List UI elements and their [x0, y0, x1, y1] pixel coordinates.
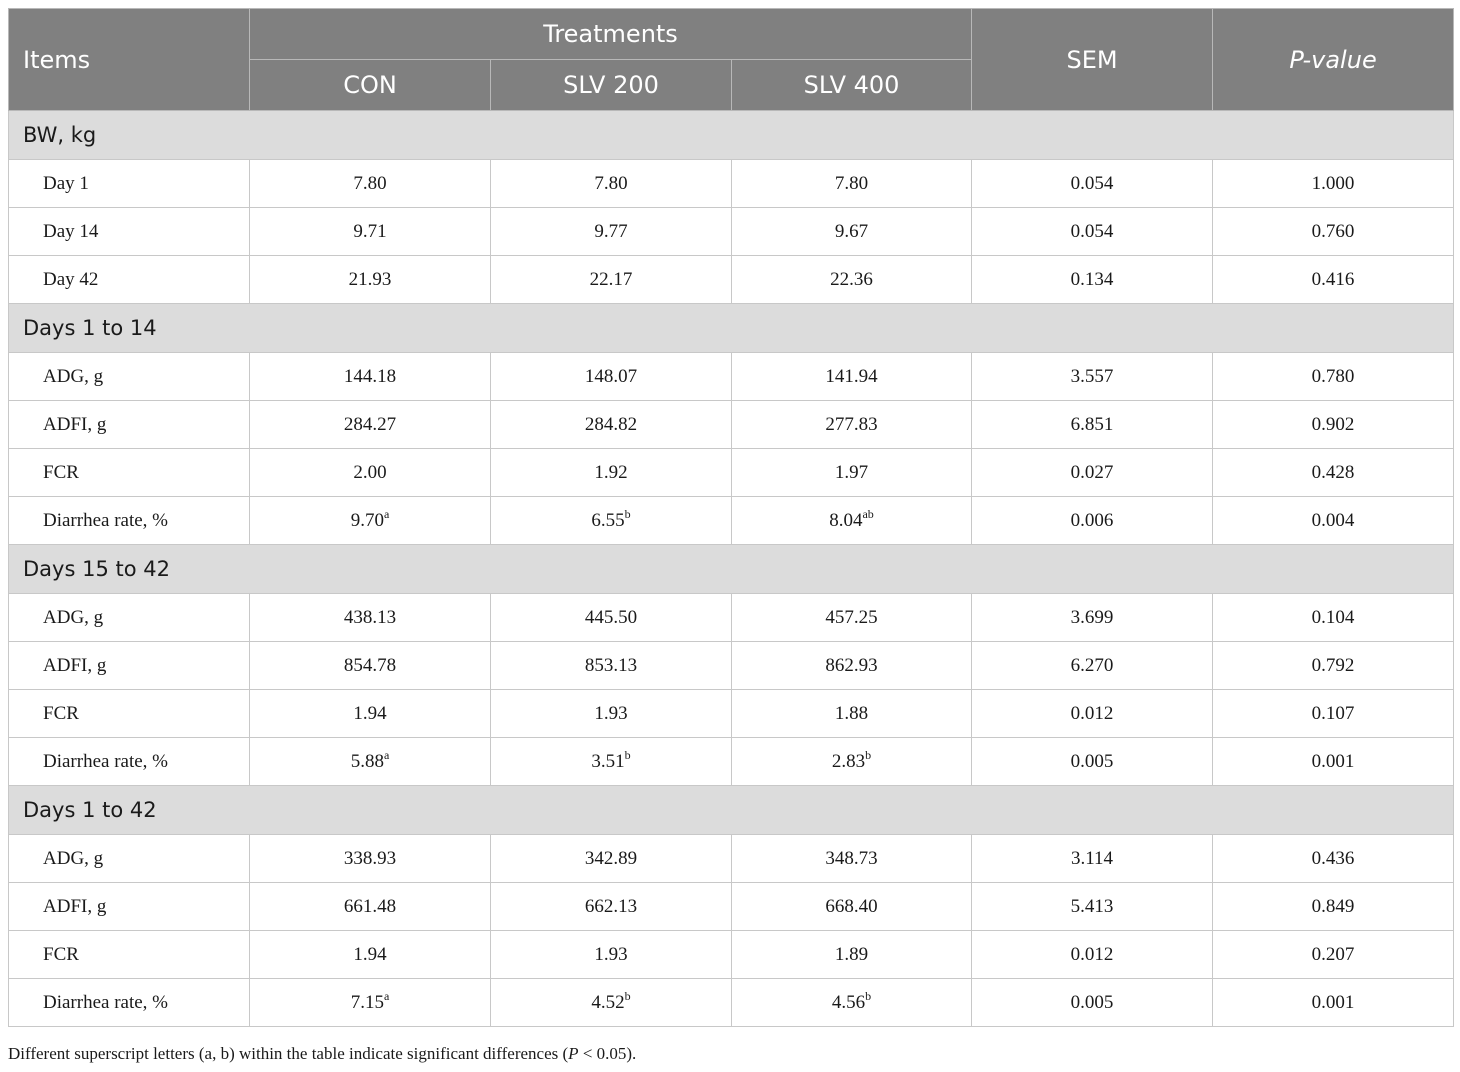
- treatment-value-cell: [250, 979, 491, 1027]
- treatment-value-cell: [732, 883, 972, 931]
- treatment-value: 457.25: [825, 606, 878, 628]
- treatment-value: 21.93: [348, 268, 392, 290]
- treatment-value-cell: [250, 931, 491, 979]
- treatment-value: 854.78: [343, 654, 397, 676]
- treatment-value: 9.71: [353, 220, 387, 242]
- p-value: 1.000: [1213, 160, 1454, 208]
- treatment-value-cell: [250, 690, 491, 738]
- treatment-value-cell: [491, 160, 732, 208]
- treatment-value: 1.94: [353, 943, 387, 965]
- section-title: BW, kg: [9, 111, 1454, 160]
- row-label: FCR: [9, 449, 250, 497]
- treatment-value: 661.48: [343, 895, 397, 917]
- section-title: Days 1 to 14: [9, 304, 1454, 353]
- table-row: [9, 835, 1454, 883]
- treatment-value-cell: [250, 497, 491, 545]
- table-row: [9, 883, 1454, 931]
- table-row: [9, 690, 1454, 738]
- treatment-value-cell: [732, 979, 972, 1027]
- treatment-value-cell: [732, 208, 972, 256]
- treatment-value-cell: [732, 256, 972, 304]
- treatment-value: 1.97: [834, 461, 869, 483]
- treatment-value: 1.94: [353, 702, 387, 724]
- treatment-value: 9.70: [350, 509, 384, 531]
- treatment-value-cell: [491, 449, 732, 497]
- row-label: Day 1: [9, 160, 250, 208]
- treatment-value: 1.93: [594, 702, 628, 724]
- treatment-value: 7.80: [353, 172, 387, 194]
- treatment-value: 9.67: [834, 220, 869, 242]
- table-row: [9, 353, 1454, 401]
- treatment-value-cell: [491, 401, 732, 449]
- treatment-value: 438.13: [343, 606, 397, 628]
- row-label: ADG, g: [9, 353, 250, 401]
- treatment-value: 284.82: [584, 413, 638, 435]
- sem-value: 0.027: [972, 449, 1213, 497]
- treatment-value-cell: [732, 931, 972, 979]
- treatment-value-cell: [250, 642, 491, 690]
- sem-value: 0.005: [972, 979, 1213, 1027]
- treatment-value-cell: [250, 256, 491, 304]
- treatment-value: 5.88: [350, 750, 384, 772]
- treatment-value: 1.92: [594, 461, 628, 483]
- row-label: Day 14: [9, 208, 250, 256]
- treatment-value-cell: [732, 690, 972, 738]
- treatment-value-cell: [732, 835, 972, 883]
- footnote-text-end: < 0.05).: [578, 1044, 637, 1063]
- significance-letter: ab: [862, 506, 874, 521]
- row-label: ADFI, g: [9, 401, 250, 449]
- p-value: 0.107: [1213, 690, 1454, 738]
- treatment-value: 668.40: [825, 895, 878, 917]
- header-sem: SEM: [972, 9, 1213, 111]
- table-row: [9, 642, 1454, 690]
- treatment-value: 1.88: [834, 702, 869, 724]
- treatment-value: 4.52: [591, 991, 625, 1013]
- significance-letter: b: [865, 747, 872, 762]
- p-value: 0.428: [1213, 449, 1454, 497]
- table-body: [9, 111, 1454, 1027]
- footnote-text: Different superscript letters (a, b) within the table indicate significant differences (: [8, 1044, 569, 1063]
- treatment-value-cell: [491, 690, 732, 738]
- row-label: Diarrhea rate, %: [9, 738, 250, 786]
- section-title: Days 15 to 42: [9, 545, 1454, 594]
- treatment-value: 445.50: [584, 606, 638, 628]
- treatment-value: 7.80: [834, 172, 869, 194]
- sem-value: 0.134: [972, 256, 1213, 304]
- treatment-value: 22.17: [589, 268, 633, 290]
- treatment-value: 144.18: [343, 365, 397, 387]
- treatment-value-cell: [250, 883, 491, 931]
- row-label: Diarrhea rate, %: [9, 497, 250, 545]
- treatment-value-cell: [250, 449, 491, 497]
- p-value: 0.104: [1213, 594, 1454, 642]
- treatment-value: 342.89: [584, 847, 638, 869]
- sem-value: 0.012: [972, 931, 1213, 979]
- header-items: Items: [9, 9, 250, 111]
- table-row: [9, 931, 1454, 979]
- treatment-value: 8.04: [829, 509, 863, 531]
- p-value: 0.436: [1213, 835, 1454, 883]
- treatment-value-cell: [732, 160, 972, 208]
- row-label: Day 42: [9, 256, 250, 304]
- treatment-value: 148.07: [584, 365, 638, 387]
- treatment-value-cell: [732, 497, 972, 545]
- p-value: 0.902: [1213, 401, 1454, 449]
- treatment-value-cell: [250, 160, 491, 208]
- treatment-value: 1.93: [594, 943, 628, 965]
- header-treatments: Treatments: [250, 9, 972, 60]
- p-value: 0.780: [1213, 353, 1454, 401]
- treatment-value: 22.36: [830, 268, 873, 290]
- treatment-value: 348.73: [825, 847, 878, 869]
- treatment-value-cell: [491, 835, 732, 883]
- significance-letter: b: [865, 988, 872, 1003]
- section-row: [9, 304, 1454, 353]
- sem-value: 0.005: [972, 738, 1213, 786]
- row-label: ADG, g: [9, 594, 250, 642]
- treatment-value-cell: [250, 738, 491, 786]
- treatment-value: 284.27: [343, 413, 397, 435]
- sem-value: 3.557: [972, 353, 1213, 401]
- header-group-slv400: SLV 400: [732, 60, 972, 111]
- p-value: 0.001: [1213, 979, 1454, 1027]
- sem-value: 6.270: [972, 642, 1213, 690]
- header-group-slv200: SLV 200: [491, 60, 732, 111]
- table-row: [9, 160, 1454, 208]
- treatment-value-cell: [732, 594, 972, 642]
- treatment-value-cell: [491, 353, 732, 401]
- table-row: [9, 449, 1454, 497]
- sem-value: 3.699: [972, 594, 1213, 642]
- treatment-value: 3.51: [591, 750, 625, 772]
- significance-letter: b: [624, 988, 631, 1003]
- treatment-value-cell: [491, 497, 732, 545]
- p-value: 0.792: [1213, 642, 1454, 690]
- section-row: [9, 545, 1454, 594]
- treatment-value-cell: [250, 208, 491, 256]
- significance-letter: a: [383, 747, 390, 762]
- sem-value: 6.851: [972, 401, 1213, 449]
- treatment-value-cell: [250, 353, 491, 401]
- treatment-value: 7.15: [350, 991, 384, 1013]
- treatment-value-cell: [732, 642, 972, 690]
- treatment-value: 338.93: [343, 847, 397, 869]
- table-row: [9, 208, 1454, 256]
- treatment-value: 662.13: [584, 895, 638, 917]
- sem-value: 3.114: [972, 835, 1213, 883]
- treatment-value: 277.83: [825, 413, 878, 435]
- table-row: [9, 594, 1454, 642]
- row-label: ADG, g: [9, 835, 250, 883]
- treatment-value-cell: [732, 353, 972, 401]
- table-row: [9, 256, 1454, 304]
- treatment-value: 853.13: [584, 654, 638, 676]
- table-row: [9, 497, 1454, 545]
- p-value: 0.004: [1213, 497, 1454, 545]
- footnote-p-symbol: P: [568, 1044, 579, 1063]
- table-row: [9, 738, 1454, 786]
- treatment-value: 862.93: [825, 654, 878, 676]
- p-value: 0.416: [1213, 256, 1454, 304]
- header-group-con: CON: [250, 60, 491, 111]
- row-label: ADFI, g: [9, 883, 250, 931]
- treatment-value-cell: [732, 449, 972, 497]
- treatment-value: 2.83: [831, 750, 866, 772]
- p-value: 0.001: [1213, 738, 1454, 786]
- p-value: 0.849: [1213, 883, 1454, 931]
- sem-value: 0.012: [972, 690, 1213, 738]
- section-title: Days 1 to 42: [9, 786, 1454, 835]
- treatment-value-cell: [732, 738, 972, 786]
- treatment-value-cell: [491, 642, 732, 690]
- row-label: ADFI, g: [9, 642, 250, 690]
- treatment-value: 1.89: [834, 943, 869, 965]
- table-footnote: [8, 1044, 636, 1064]
- treatment-value-cell: [491, 979, 732, 1027]
- significance-letter: b: [624, 747, 631, 762]
- sem-value: 0.006: [972, 497, 1213, 545]
- treatment-value-cell: [491, 883, 732, 931]
- treatment-value-cell: [491, 208, 732, 256]
- header-pvalue: P-value: [1213, 9, 1454, 111]
- p-value: 0.760: [1213, 208, 1454, 256]
- section-row: [9, 786, 1454, 835]
- treatment-value: 7.80: [594, 172, 628, 194]
- treatment-value-cell: [491, 256, 732, 304]
- p-value: 0.207: [1213, 931, 1454, 979]
- results-table: [8, 8, 1454, 1027]
- sem-value: 0.054: [972, 208, 1213, 256]
- significance-letter: b: [624, 506, 631, 521]
- treatment-value: 4.56: [831, 991, 866, 1013]
- table-row: [9, 401, 1454, 449]
- row-label: Diarrhea rate, %: [9, 979, 250, 1027]
- treatment-value-cell: [491, 594, 732, 642]
- treatment-value: 6.55: [591, 509, 625, 531]
- significance-letter: a: [383, 506, 390, 521]
- treatment-value-cell: [732, 401, 972, 449]
- row-label: FCR: [9, 931, 250, 979]
- treatment-value-cell: [250, 401, 491, 449]
- sem-value: 0.054: [972, 160, 1213, 208]
- treatment-value: 2.00: [353, 461, 387, 483]
- sem-value: 5.413: [972, 883, 1213, 931]
- treatment-value-cell: [491, 931, 732, 979]
- treatment-value: 141.94: [825, 365, 878, 387]
- treatment-value-cell: [250, 594, 491, 642]
- section-row: [9, 111, 1454, 160]
- treatment-value-cell: [250, 835, 491, 883]
- significance-letter: a: [383, 988, 390, 1003]
- table-row: [9, 979, 1454, 1027]
- treatment-value: 9.77: [594, 220, 628, 242]
- row-label: FCR: [9, 690, 250, 738]
- treatment-value-cell: [491, 738, 732, 786]
